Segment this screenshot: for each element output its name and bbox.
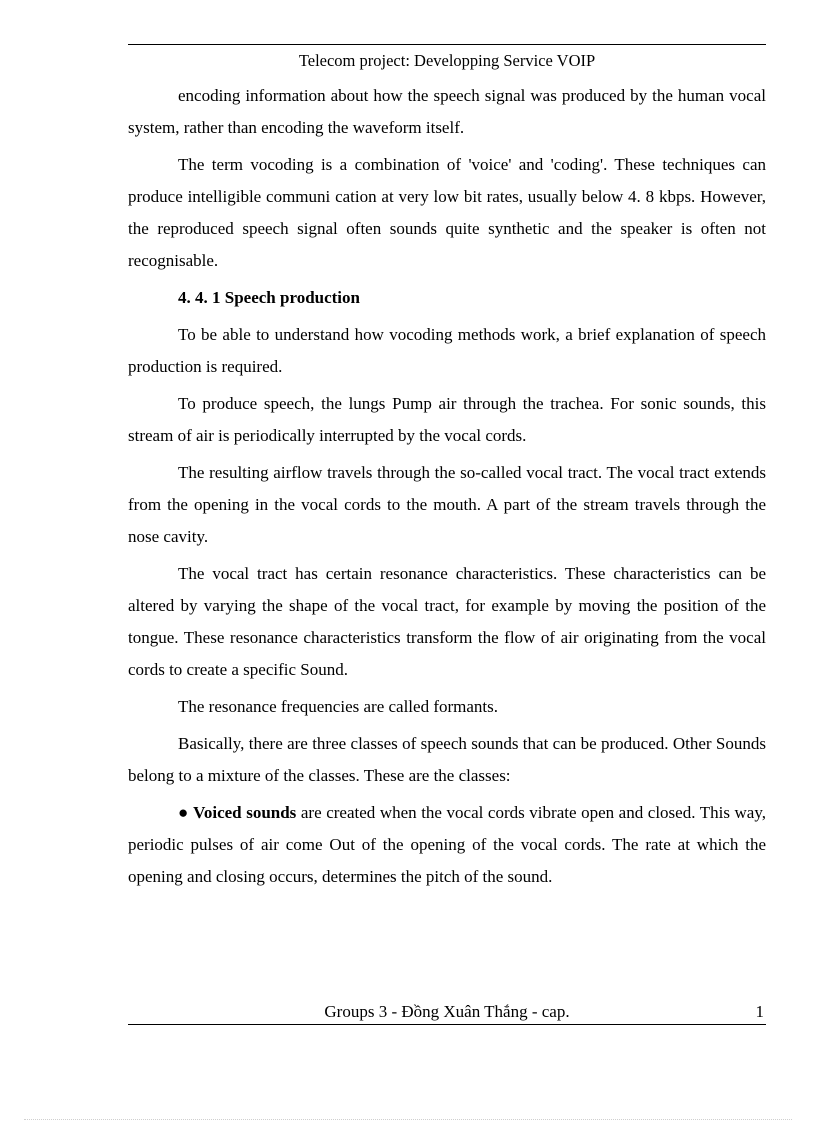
- section-heading: 4. 4. 1 Speech production: [178, 288, 360, 307]
- paragraph-5: The resulting airflow travels through the so-called vocal tract. The vocal tract extends from the opening in the vocal cords to the mouth. A part of the stream travels through the nose cavity.: [128, 463, 766, 546]
- voiced-sounds-term: Voiced sounds: [193, 803, 297, 822]
- paragraph-9: [128, 797, 766, 893]
- document-body: [128, 80, 766, 898]
- paragraph-2: The term vocoding is a combination of 'voice' and 'coding'. These techniques can produce intelligible communi cation at very low bit rates, usually below 4. 8 kbps. However, the reproduced speech signal often sounds quite synthetic and the speaker is often not recognisable.: [128, 155, 766, 270]
- header-title: Telecom project: Developping Service VOIP: [298, 51, 596, 70]
- paragraph-7: The resonance frequencies are called formants.: [178, 697, 498, 716]
- paragraph-8: Basically, there are three classes of speech sounds that can be produced. Other Sounds belong to a mixture of the classes. These are the classes:: [128, 734, 766, 785]
- paragraph-4: To produce speech, the lungs Pump air through the trachea. For sonic sounds, this stream of air is periodically interrupted by the vocal cords.: [128, 394, 766, 445]
- footer-text: Groups 3 - Đồng Xuân Thắng - cap.: [324, 1002, 570, 1021]
- bullet-glyph: ●: [178, 803, 194, 822]
- page-header: [128, 44, 766, 71]
- page-number: 1: [755, 1002, 764, 1021]
- paragraph-6: The vocal tract has certain resonance characteristics. These characteristics can be altered by varying the shape of the vocal tract, for example by moving the position of the tongue. These resonance characteristics transform the flow of air originating from the vocal cords to create a specific Sound.: [128, 564, 766, 679]
- page-boundary-divider: [24, 1119, 792, 1120]
- page-footer: [128, 1002, 766, 1025]
- paragraph-3: To be able to understand how vocoding methods work, a brief explanation of speech production is required.: [128, 325, 766, 376]
- voiced-sounds-description: are created when the vocal cords vibrate open and closed. This way, periodic pulses of air come Out of the opening of the vocal cords. The rate at which the opening and closing occurs, determines the pitch of the sound.: [128, 803, 766, 886]
- paragraph-1: encoding information about how the speech signal was produced by the human vocal system, rather than encoding the waveform itself.: [128, 86, 766, 137]
